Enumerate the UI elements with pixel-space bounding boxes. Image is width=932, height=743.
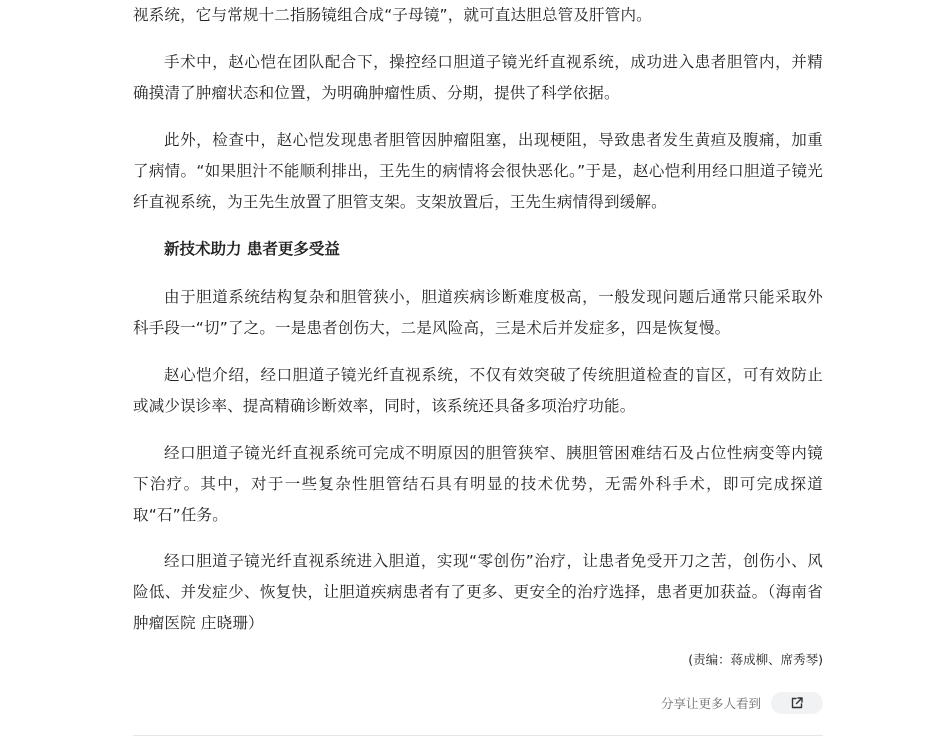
article-paragraph: 此外，检查中，赵心恺发现患者胆管因肿瘤阻塞，出现梗阻，导致患者发生黄疸及腹痛，加重了病情。“如果胆汁不能顺利排出，王先生的病情将会很快恶化。”于是，赵心恺利用经口胆道子镜光纤直视系统，为王先生放置了胆管支架。支架放置后，王先生病情得到缓解。	[133, 131, 823, 211]
article-paragraph: 手术中，赵心恺在团队配合下，操控经口胆道子镜光纤直视系统，成功进入患者胆管内，并精确摸清了肿瘤状态和位置，为明确肿瘤性质、分期，提供了科学依据。	[133, 53, 823, 102]
section-heading: 新技术助力 患者更多受益	[164, 240, 340, 258]
article-paragraph: 视系统，它与常规十二指肠镜组合成“子母镜”，就可直达胆总管及肝管内。	[133, 6, 652, 24]
editor-credit: (责编：蒋成柳、席秀琴)	[688, 652, 823, 667]
article-paragraph: 赵心恺介绍，经口胆道子镜光纤直视系统，不仅有效突破了传统胆道检查的盲区，可有效防止或减少误诊率、提高精确诊断效率，同时，该系统还具备多项治疗功能。	[133, 366, 823, 415]
article-paragraph: 经口胆道子镜光纤直视系统进入胆道，实现“零创伤”治疗，让患者免受开刀之苦，创伤小、风险低、并发症少、恢复快，让胆道疾病患者有了更多、更安全的治疗选择，患者更加获益。（海南省肿瘤医院 庄晓珊）	[133, 552, 823, 632]
share-bar	[661, 692, 823, 714]
article-paragraph: 经口胆道子镜光纤直视系统可完成不明原因的胆管狭窄、胰胆管困难结石及占位性病变等内镜下治疗。其中，对于一些复杂性胆管结石具有明显的技术优势，无需外科手术，即可完成探道取“石”任务。	[133, 444, 823, 524]
share-label: 分享让更多人看到	[660, 696, 761, 711]
article-paragraph: 由于胆道系统结构复杂和胆管狭小，胆道疾病诊断难度极高，一般发现问题后通常只能采取外科手段一“切”了之。一是患者创伤大，二是风险高，三是术后并发症多，四是恢复慢。	[133, 288, 823, 337]
share-button[interactable]	[771, 692, 823, 714]
share-icon	[790, 696, 804, 710]
divider	[133, 735, 823, 736]
